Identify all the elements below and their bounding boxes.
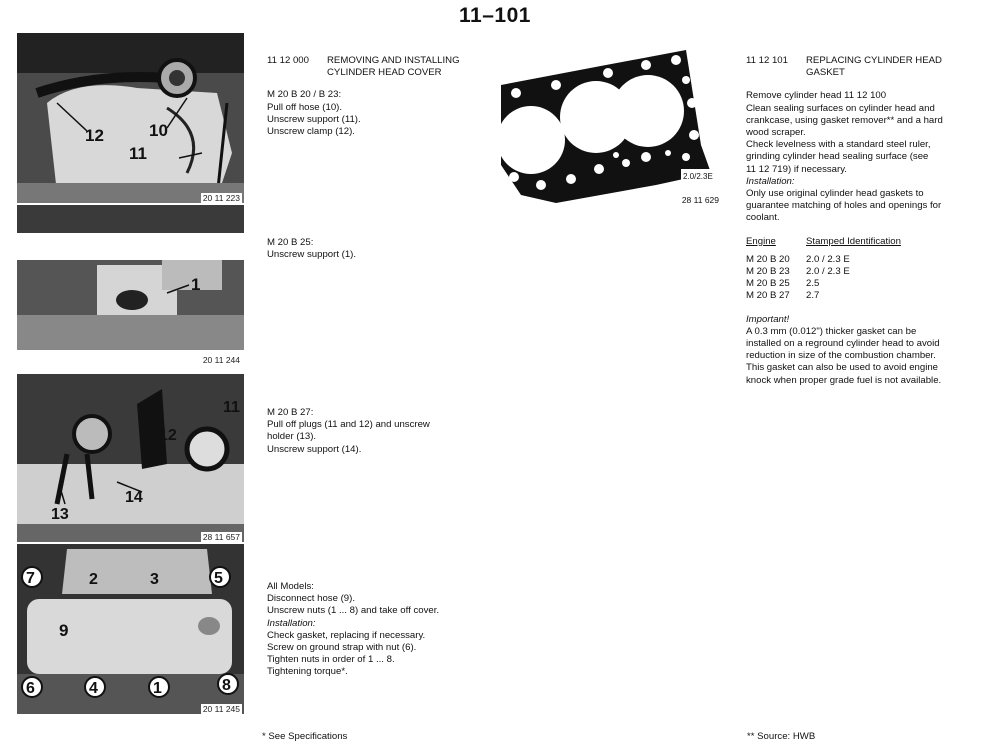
callout-7: 7 [26, 570, 35, 587]
engine-photo-1 [17, 33, 244, 203]
engine-photo-3 [17, 374, 244, 542]
section-code: 11 12 000 [267, 55, 309, 66]
table-header: Engine [746, 235, 776, 247]
callout-1: 1 [153, 680, 162, 697]
instruction-line: knock when proper grade fuel is not available. [746, 374, 942, 386]
instruction-line: Check gasket, replacing if necessary. [267, 629, 426, 641]
callout-11: 11 [223, 399, 240, 416]
instruction-line: 11 12 719) if necessary. [746, 163, 847, 175]
instruction-line: Unscrew support (11). [267, 113, 361, 125]
gasket-caption: 28 11 629 [681, 195, 719, 205]
section-heading [746, 55, 981, 79]
m20b25-instructions [267, 237, 356, 261]
section-code: 11 12 101 [746, 55, 788, 66]
footnote-source: ** Source: HWB [747, 731, 816, 742]
instruction-line: Remove cylinder head 11 12 100 [746, 90, 887, 102]
instruction-line: crankcase, using gasket remover** and a hard [746, 114, 943, 126]
instruction-line: M 20 B 25: [267, 237, 314, 248]
instruction-line: grinding cylinder head sealing surface (see [746, 151, 929, 163]
instruction-line: Only use original cylinder head gaskets to [746, 188, 924, 200]
photo-caption: 20 11 244 [202, 355, 240, 365]
instruction-line: All Models: [267, 581, 314, 592]
page-number: 11–101 [459, 4, 531, 27]
callout-6: 6 [26, 680, 35, 697]
callout-5: 5 [214, 570, 223, 587]
instruction-line: Tightening torque*. [267, 666, 348, 678]
table-cell: 2.0 / 2.3 E [806, 253, 850, 265]
photo-caption: 20 11 223 [202, 193, 240, 203]
engine-identification-table [746, 236, 901, 303]
table-cell: M 20 B 27 [746, 290, 790, 302]
table-cell: M 20 B 20 [746, 253, 790, 265]
table-cell: M 20 B 23 [746, 266, 790, 278]
table-cell: 2.0 / 2.3 E [806, 266, 850, 278]
instruction-line: Screw on ground strap with nut (6). [267, 642, 417, 654]
callout-9: 9 [59, 621, 69, 640]
instruction-line: Unscrew support (1). [267, 249, 357, 261]
instruction-line: installed on a reground cylinder head to avoid [746, 338, 940, 350]
footnote-specifications: * See Specifications [262, 731, 348, 742]
replace-gasket-section [746, 55, 981, 387]
instruction-line: Unscrew nuts (1 ... 8) and take off cover. [267, 605, 440, 617]
instruction-line: Pull off hose (10). [267, 101, 343, 113]
callout-10: 10 [149, 121, 168, 140]
section-title: REPLACING CYLINDER HEAD GASKET [806, 55, 942, 79]
instruction-line: Disconnect hose (9). [267, 593, 355, 605]
photo-caption: 20 11 245 [202, 704, 240, 714]
callout-14: 14 [125, 489, 143, 506]
instruction-line: Unscrew clamp (12). [267, 126, 355, 138]
callout-12: 12 [159, 427, 177, 444]
table-header-row [746, 236, 901, 248]
instruction-line: reduction in size of the combustion chamber. [746, 350, 936, 362]
callout-2: 2 [89, 571, 98, 588]
instruction-line: A 0.3 mm (0.012") thicker gasket can be [746, 325, 917, 337]
instruction-line: holder (13). [267, 431, 317, 443]
table-cell: M 20 B 25 [746, 278, 790, 290]
section-title: REMOVING AND INSTALLING CYLINDER HEAD COVER [327, 55, 460, 79]
table-cell: 2.7 [806, 290, 820, 302]
callout-12: 12 [85, 126, 104, 145]
instruction-line: coolant. [746, 212, 780, 224]
table-cell: 2.5 [806, 278, 820, 290]
important-label: Important! [746, 313, 790, 325]
callout-4: 4 [89, 680, 98, 697]
instruction-line: M 20 B 27: [267, 407, 314, 418]
installation-label: Installation: [267, 617, 316, 629]
instruction-line: Unscrew support (14). [267, 443, 362, 455]
photo-caption: 28 11 657 [202, 532, 240, 542]
table-row [746, 290, 901, 302]
m20b27-instructions [267, 407, 430, 456]
instruction-line: Clean sealing surfaces on cylinder head and [746, 102, 935, 114]
section-heading [267, 55, 492, 79]
instruction-line: Check levelness with a standard steel ruler, [746, 139, 931, 151]
installation-label: Installation: [746, 175, 795, 187]
callout-1: 1 [191, 275, 201, 294]
engine-photo-2 [17, 205, 244, 365]
callout-11: 11 [129, 144, 147, 163]
table-row [746, 278, 901, 290]
table-row [746, 254, 901, 266]
table-header: Stamped Identification [806, 235, 901, 247]
instruction-line: guarantee matching of holes and openings for [746, 200, 942, 212]
callout-13: 13 [51, 506, 69, 523]
callout-3: 3 [150, 571, 159, 588]
instruction-line: Pull off plugs (11 and 12) and unscrew [267, 419, 430, 431]
remove-cover-section [267, 55, 492, 138]
instruction-line: Tighten nuts in order of 1 ... 8. [267, 654, 395, 666]
instruction-line: wood scraper. [746, 127, 806, 139]
gasket-illustration [496, 45, 721, 207]
table-row [746, 266, 901, 278]
gasket-stamp: 2.0/2.3E [683, 172, 713, 181]
callout-8: 8 [222, 677, 231, 694]
instruction-line: This gasket can also be used to avoid engine [746, 362, 939, 374]
engine-photo-4 [17, 544, 244, 714]
instruction-line: M 20 B 20 / B 23: [267, 89, 342, 101]
all-models-instructions [267, 581, 439, 679]
